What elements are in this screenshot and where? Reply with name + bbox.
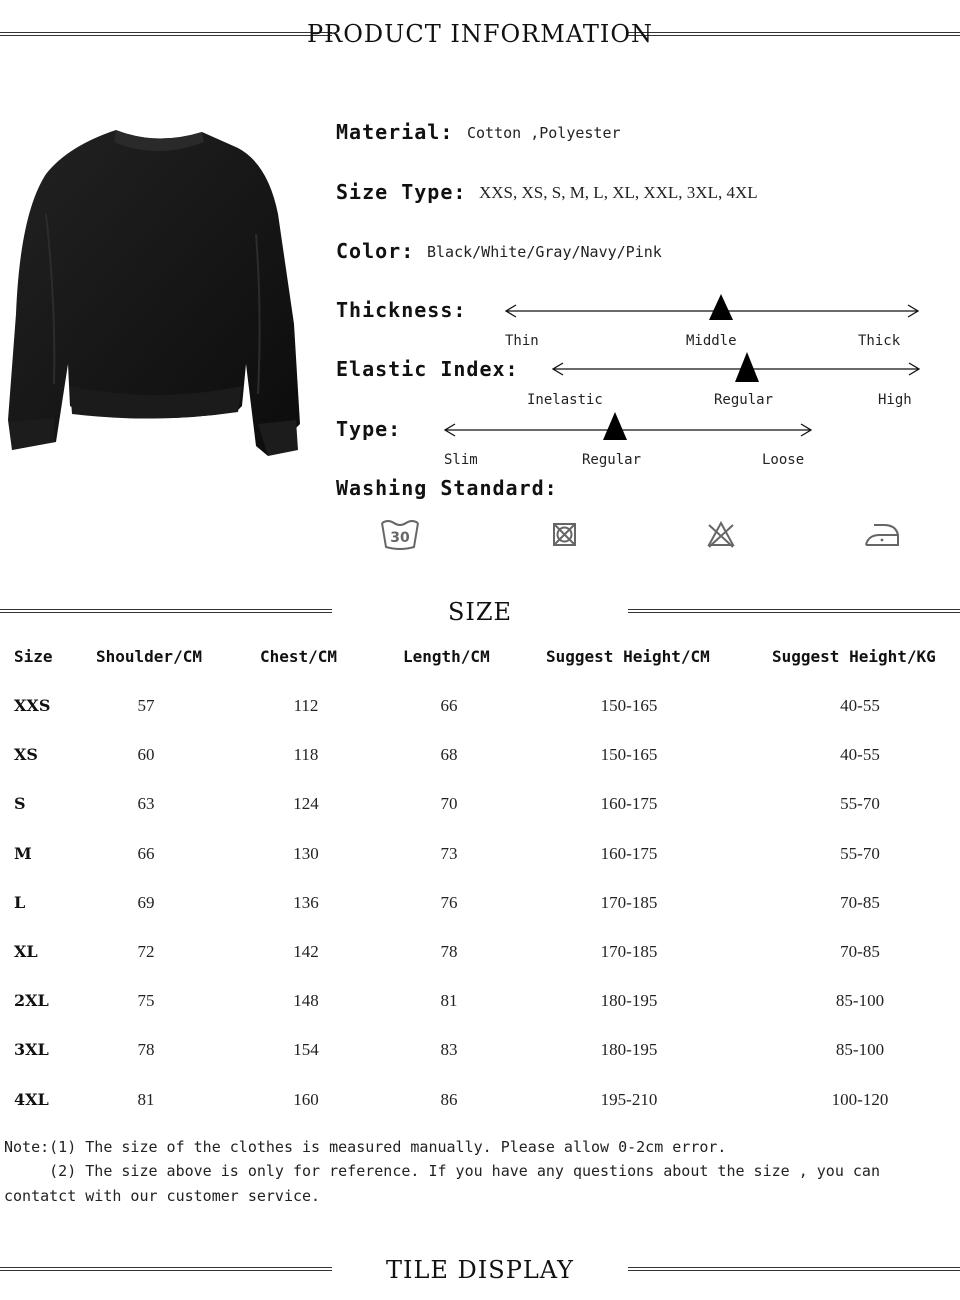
table-cell: 112 bbox=[293, 696, 319, 715]
table-row bbox=[0, 991, 960, 1015]
type-marker-icon bbox=[603, 412, 627, 440]
table-cell: 195-210 bbox=[600, 1089, 658, 1109]
table-cell: 150-165 bbox=[600, 696, 658, 715]
wash-30-icon bbox=[380, 517, 420, 553]
table-cell: 57 bbox=[137, 696, 155, 715]
type-label: Type: bbox=[336, 417, 402, 441]
size-cell: XL bbox=[14, 942, 38, 961]
table-cell: 160 bbox=[293, 1089, 319, 1109]
elastic-index-label: Elastic Index: bbox=[336, 357, 519, 381]
elastic-arrow bbox=[551, 354, 921, 384]
section-title: SIZE bbox=[447, 598, 513, 626]
table-cell: 150-165 bbox=[600, 745, 658, 765]
table-cell: 70 bbox=[440, 794, 458, 814]
size-cell: XS bbox=[14, 745, 38, 765]
table-cell: 40-55 bbox=[840, 696, 880, 715]
table-cell: 66 bbox=[440, 696, 458, 715]
table-cell: 55-70 bbox=[840, 843, 880, 863]
size-type-value: XXS, XS, S, M, L, XL, XXL, 3XL, 4XL bbox=[479, 183, 758, 202]
elastic-regular-label: Regular bbox=[714, 392, 774, 408]
table-cell: 83 bbox=[440, 1040, 458, 1060]
table-header-cell: Chest/CM bbox=[260, 647, 338, 666]
type-arrow bbox=[443, 415, 813, 445]
table-cell: 124 bbox=[293, 794, 319, 814]
no-bleach-icon bbox=[701, 517, 741, 553]
table-cell: 66 bbox=[137, 843, 155, 863]
size-cell: L bbox=[14, 892, 26, 912]
table-cell: 72 bbox=[137, 942, 155, 961]
material-label: Material: bbox=[336, 120, 454, 144]
table-row bbox=[0, 844, 960, 868]
elastic-scale bbox=[527, 354, 921, 414]
size-header bbox=[0, 596, 960, 636]
table-cell: 78 bbox=[137, 1040, 155, 1060]
thickness-arrow bbox=[504, 296, 920, 326]
table-cell: 76 bbox=[440, 892, 458, 912]
size-cell: S bbox=[14, 794, 26, 814]
table-cell: 180-195 bbox=[600, 991, 658, 1011]
type-regular-label: Regular bbox=[582, 452, 642, 468]
color-value: Black/White/Gray/Navy/Pink bbox=[427, 243, 662, 261]
size-type-label: Size Type: bbox=[336, 180, 467, 204]
thickness-thin-label: Thin bbox=[505, 333, 539, 349]
elastic-marker-icon bbox=[735, 352, 759, 382]
table-cell: 73 bbox=[440, 843, 458, 863]
table-row bbox=[0, 794, 960, 818]
size-cell: M bbox=[14, 843, 32, 863]
table-row bbox=[0, 1090, 960, 1114]
thickness-marker-icon bbox=[709, 294, 733, 320]
table-cell: 148 bbox=[293, 991, 319, 1011]
iron-low-icon bbox=[862, 517, 902, 553]
table-cell: 170-185 bbox=[600, 892, 658, 912]
table-row bbox=[0, 893, 960, 917]
note-line-1: Note:(1) The size of the clothes is measured manually. Please allow 0-2cm error. bbox=[4, 1138, 727, 1156]
thickness-middle-label: Middle bbox=[686, 333, 737, 349]
table-cell: 85-100 bbox=[835, 1040, 885, 1060]
table-cell: 160-175 bbox=[600, 843, 658, 863]
size-cell: 2XL bbox=[14, 991, 49, 1011]
table-header-cell: Suggest Height/CM bbox=[546, 647, 710, 666]
section-title: PRODUCT INFORMATION bbox=[307, 20, 653, 48]
material-value: Cotton ,Polyester bbox=[467, 124, 621, 142]
table-cell: 130 bbox=[293, 843, 319, 863]
table-cell: 81 bbox=[137, 1089, 155, 1109]
table-cell: 70-85 bbox=[840, 942, 880, 961]
table-cell: 68 bbox=[440, 745, 458, 765]
elastic-high-label: High bbox=[878, 392, 912, 408]
table-row bbox=[0, 696, 960, 720]
tile-display-header bbox=[0, 1254, 960, 1294]
washing-standard-label: Washing Standard: bbox=[336, 476, 558, 500]
thickness-scale bbox=[504, 296, 920, 356]
table-cell: 70-85 bbox=[840, 892, 880, 912]
table-cell: 69 bbox=[137, 892, 155, 912]
table-cell: 154 bbox=[293, 1040, 319, 1060]
product-information-header bbox=[0, 18, 960, 58]
table-cell: 63 bbox=[137, 794, 155, 814]
size-cell: XXS bbox=[14, 696, 51, 715]
type-slim-label: Slim bbox=[444, 452, 478, 468]
table-cell: 86 bbox=[440, 1089, 458, 1109]
table-cell: 136 bbox=[293, 892, 319, 912]
table-cell: 100-120 bbox=[831, 1089, 889, 1109]
note-line-2: (2) The size above is only for reference. If you have any questions about the size , you can bbox=[4, 1162, 880, 1180]
section-title: TILE DISPLAY bbox=[385, 1256, 575, 1284]
table-header-cell: Size bbox=[14, 647, 53, 666]
thickness-label: Thickness: bbox=[336, 298, 467, 322]
table-cell: 81 bbox=[440, 991, 458, 1011]
size-cell: 4XL bbox=[14, 1089, 49, 1109]
sweatshirt-image bbox=[6, 124, 304, 460]
svg-text:30: 30 bbox=[390, 530, 410, 546]
table-row bbox=[0, 745, 960, 769]
color-label: Color: bbox=[336, 239, 415, 263]
elastic-inelastic-label: Inelastic bbox=[527, 392, 603, 408]
type-scale bbox=[443, 415, 813, 475]
table-cell: 75 bbox=[137, 991, 155, 1011]
table-cell: 60 bbox=[137, 745, 155, 765]
table-cell: 85-100 bbox=[835, 991, 885, 1011]
table-cell: 118 bbox=[293, 745, 319, 765]
table-cell: 160-175 bbox=[600, 794, 658, 814]
table-row bbox=[0, 942, 960, 966]
table-cell: 142 bbox=[293, 942, 319, 961]
sweatshirt-icon bbox=[6, 124, 304, 460]
no-tumble-dry-icon bbox=[544, 517, 584, 553]
table-row bbox=[0, 1040, 960, 1064]
table-header-cell: Shoulder/CM bbox=[96, 647, 202, 666]
size-cell: 3XL bbox=[14, 1040, 49, 1060]
thickness-thick-label: Thick bbox=[858, 333, 901, 349]
table-cell: 40-55 bbox=[840, 745, 880, 765]
table-header-cell: Suggest Height/KG bbox=[772, 647, 936, 666]
table-cell: 55-70 bbox=[840, 794, 880, 814]
note-line-3: contatct with our customer service. bbox=[4, 1187, 321, 1205]
table-cell: 170-185 bbox=[600, 942, 658, 961]
type-loose-label: Loose bbox=[762, 452, 805, 468]
table-header-cell: Length/CM bbox=[403, 647, 490, 666]
table-cell: 180-195 bbox=[600, 1040, 658, 1060]
table-cell: 78 bbox=[440, 942, 458, 961]
